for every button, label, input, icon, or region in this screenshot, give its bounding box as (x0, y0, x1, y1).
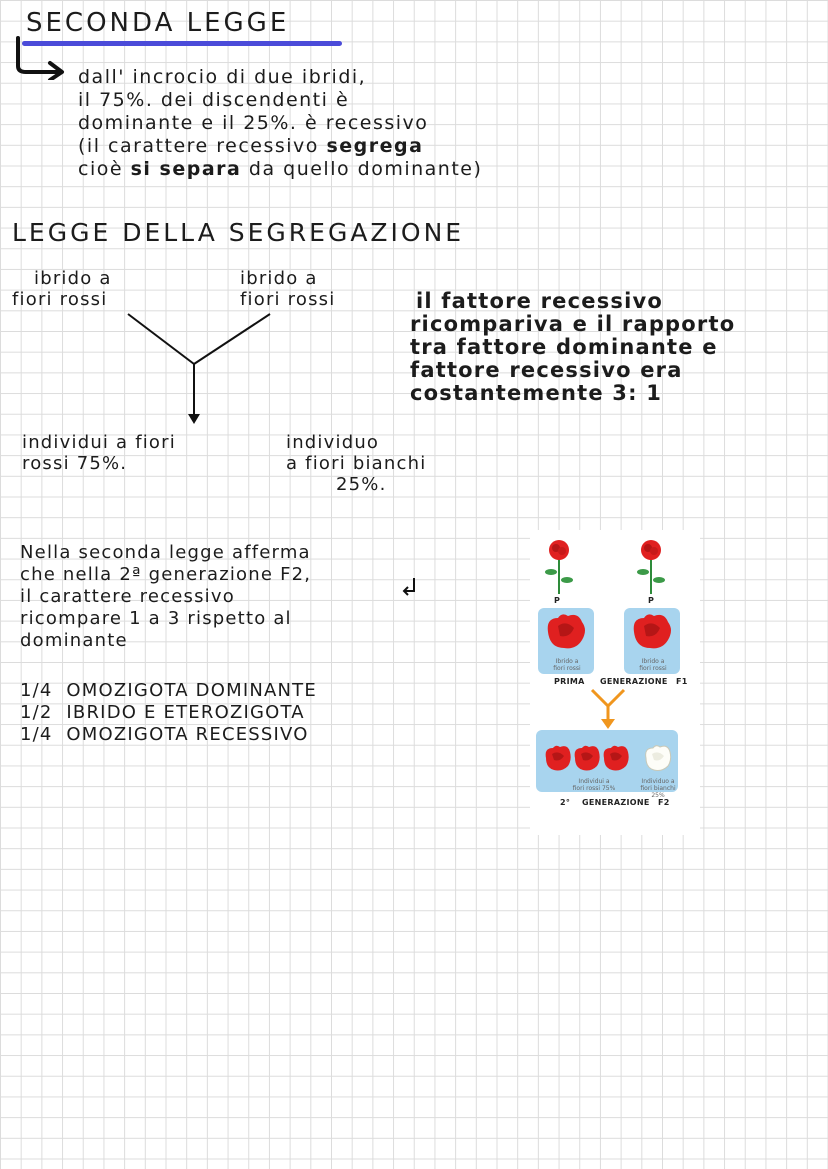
label-line: rossi 75%. (22, 453, 128, 474)
f2-caption-white: Individuo a fiori bianchi 25% (640, 778, 676, 799)
parent-p-label: P (648, 596, 655, 605)
label-line: fiori rossi (12, 289, 108, 310)
f1-label-code: F1 (676, 677, 688, 686)
panel-caption: Ibrido a fiori rossi (553, 658, 581, 672)
f1-panel-right (624, 608, 680, 674)
ratio-item (20, 724, 317, 746)
child-left-label (22, 432, 176, 474)
parent-left-label (12, 268, 112, 310)
f1-label-generazione: GENERAZIONE (600, 677, 668, 686)
title-underline (22, 41, 342, 46)
intro-line (78, 135, 482, 158)
rose-icon (542, 538, 576, 596)
return-arrow-icon (400, 576, 420, 598)
child-right-label (286, 432, 426, 495)
intro-line: il 75%. dei discendenti è (78, 89, 350, 111)
ratio-fraction: 1/4 (20, 680, 53, 701)
label-line: a fiori bianchi (286, 453, 427, 474)
label-line: 25%. (336, 474, 387, 495)
paragraph-line: il carattere recessivo (20, 586, 235, 607)
parent-p-label: P (554, 596, 561, 605)
panel-caption: Ibrido a fiori rossi (639, 658, 667, 672)
intro-segment: (il carattere recessivo (78, 135, 319, 157)
intro-text (78, 66, 482, 181)
ratio-text: IBRIDO E ETEROZIGOTA (66, 702, 305, 723)
f2-label-num: 2° (560, 798, 571, 807)
red-flower-icon (630, 612, 674, 652)
intro-line: dominante e il 25%. è recessivo (78, 112, 429, 134)
f2-label-generazione: GENERAZIONE (582, 798, 650, 807)
label-line: ibrido a (34, 268, 112, 289)
side-note (410, 290, 735, 405)
intro-segment: da quello dominante) (248, 158, 483, 180)
intro-bold: segrega (326, 135, 424, 157)
intro-segment: cioè (78, 158, 124, 180)
page-title: SECONDA LEGGE (26, 8, 290, 38)
arrow-down-icon (588, 688, 628, 730)
paragraph-line: Nella seconda legge afferma (20, 542, 311, 563)
note-line: il fattore recessivo (416, 289, 664, 313)
ratio-item (20, 702, 317, 724)
note-line: costantemente 3: 1 (410, 381, 663, 405)
section-title: LEGGE DELLA SEGREGAZIONE (12, 218, 465, 247)
red-flower-icon (573, 744, 601, 772)
parent-right-label (240, 268, 335, 310)
intro-line (78, 158, 482, 181)
note-line: fattore recessivo era (410, 358, 683, 382)
ratio-list (20, 680, 317, 746)
hook-arrow-icon (10, 36, 68, 80)
mendel-figure (530, 530, 700, 835)
label-line: fiori rossi (240, 289, 336, 310)
intro-line: dall' incrocio di due ibridi, (78, 66, 367, 88)
label-line: individuo (286, 432, 380, 453)
red-flower-icon (602, 744, 630, 772)
cross-diagram (120, 310, 280, 430)
ratio-fraction: 1/4 (20, 724, 53, 745)
white-flower-icon (644, 744, 672, 772)
f1-label-prima: PRIMA (554, 677, 585, 686)
ratio-text: OMOZIGOTA RECESSIVO (66, 724, 309, 745)
intro-bold: si separa (130, 158, 242, 180)
red-flower-icon (544, 744, 572, 772)
paragraph-line: ricompare 1 a 3 rispetto al (20, 608, 292, 629)
ratio-fraction: 1/2 (20, 702, 53, 723)
rose-icon (634, 538, 668, 596)
note-line: tra fattore dominante e (410, 335, 718, 359)
explanation-paragraph (20, 542, 311, 652)
note-line: ricompariva e il rapporto (410, 312, 736, 336)
label-line: ibrido a (240, 268, 318, 289)
ratio-item (20, 680, 317, 702)
red-flower-icon (544, 612, 588, 652)
f1-panel-left (538, 608, 594, 674)
f2-panel (536, 730, 678, 799)
label-line: individui a fiori (22, 432, 176, 453)
paragraph-line: che nella 2ª generazione F2, (20, 564, 312, 585)
ratio-text: OMOZIGOTA DOMINANTE (66, 680, 317, 701)
paragraph-line: dominante (20, 630, 128, 651)
f2-label-code: F2 (658, 798, 670, 807)
f2-caption-red: Individui a fiori rossi 75% (572, 778, 616, 792)
